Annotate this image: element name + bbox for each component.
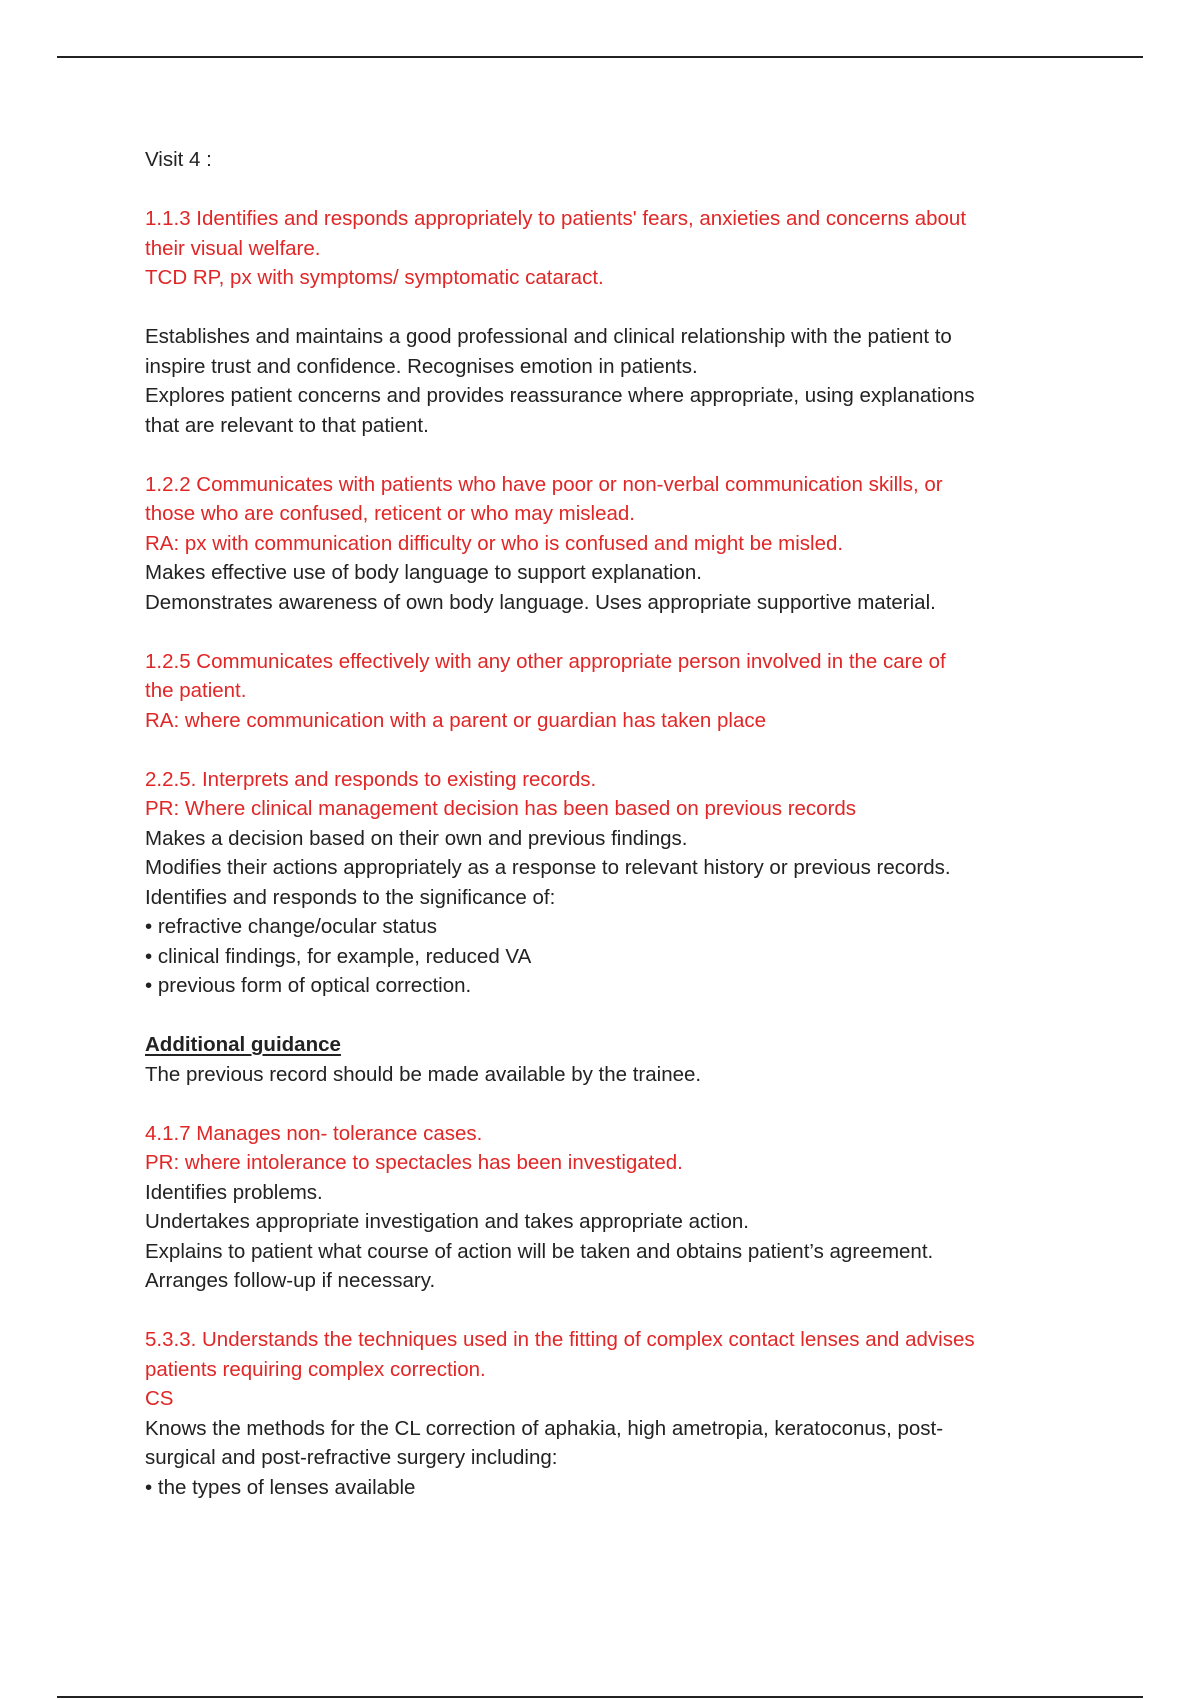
competency-body-line: that are relevant to that patient.: [145, 413, 429, 437]
section-1-2-2: [145, 470, 1055, 618]
competency-title-line: 1.1.3 Identifies and responds appropriately to patients' fears, anxieties and concerns about: [145, 207, 967, 230]
section-1-1-3: [145, 204, 1055, 440]
competency-title-line: those who are confused, reticent or who may mislead.: [145, 502, 635, 525]
competency-title-line: 1.2.5 Communicates effectively with any other appropriate person involved in the care of: [145, 649, 946, 673]
bullet-item: • previous form of optical correction.: [145, 974, 472, 997]
additional-guidance: [145, 1030, 1055, 1089]
competency-context: RA: px with communication difficulty or who is confused and might be misled.: [145, 531, 844, 555]
additional-guidance-heading: Additional guidance: [145, 1033, 341, 1056]
competency-body-line: Identifies and responds to the significance of:: [145, 885, 556, 909]
spacer: [145, 735, 1055, 765]
competency-title-line: the patient.: [145, 679, 247, 702]
competency-body-line: Identifies problems.: [145, 1180, 323, 1204]
section-4-1-7: [145, 1119, 1055, 1296]
bullet-item: • clinical findings, for example, reduced VA: [145, 944, 532, 968]
section-2-2-5: [145, 765, 1055, 1001]
competency-title-line: patients requiring complex correction.: [145, 1357, 486, 1381]
header-rule: [57, 56, 1143, 58]
competency-body-line: Explores patient concerns and provides reassurance where appropriate, using explanations: [145, 384, 975, 407]
section-5-3-3: [145, 1325, 1055, 1502]
spacer: [145, 1001, 1055, 1031]
competency-context: PR: Where clinical management decision has been based on previous records: [145, 797, 857, 820]
competency-body-line: Undertakes appropriate investigation and takes appropriate action.: [145, 1210, 749, 1233]
competency-context: PR: where intolerance to spectacles has been investigated.: [145, 1151, 683, 1174]
competency-title: 4.1.7 Manages non- tolerance cases.: [145, 1121, 483, 1145]
spacer: [145, 175, 1055, 205]
competency-title: 2.2.5. Interprets and responds to existing records.: [145, 767, 597, 791]
competency-context: CS: [145, 1387, 174, 1410]
competency-body-line: Makes effective use of body language to support explanation.: [145, 561, 702, 584]
competency-context: RA: where communication with a parent or guardian has taken place: [145, 708, 767, 732]
competency-body-line: Makes a decision based on their own and previous findings.: [145, 826, 688, 850]
spacer: [145, 1089, 1055, 1119]
bullet-item: • refractive change/ocular status: [145, 915, 438, 938]
bullet-item: • the types of lenses available: [145, 1475, 416, 1499]
spacer: [145, 440, 1055, 470]
competency-body-line: Modifies their actions appropriately as a response to relevant history or previous records.: [145, 856, 951, 879]
additional-guidance-text: The previous record should be made available by the trainee.: [145, 1062, 702, 1086]
section-1-2-5: [145, 647, 1055, 736]
spacer: [145, 293, 1055, 323]
spacer: [145, 617, 1055, 647]
competency-body-line: inspire trust and confidence. Recognises emotion in patients.: [145, 354, 698, 378]
document-body: [145, 145, 1055, 1502]
competency-body-line: Establishes and maintains a good professional and clinical relationship with the patient to: [145, 325, 952, 348]
competency-title-line: 1.2.2 Communicates with patients who have poor or non-verbal communication skills, or: [145, 472, 943, 496]
competency-body-line: Arranges follow-up if necessary.: [145, 1269, 436, 1292]
competency-body-line: Demonstrates awareness of own body language. Uses appropriate supportive material.: [145, 590, 936, 614]
competency-title-line: 5.3.3. Understands the techniques used in the fitting of complex contact lenses and advises: [145, 1328, 975, 1351]
footer-rule: [57, 1696, 1143, 1698]
competency-title-line: their visual welfare.: [145, 236, 321, 260]
competency-body-line: Knows the methods for the CL correction of aphakia, high ametropia, keratoconus, post-: [145, 1416, 944, 1440]
competency-context: TCD RP, px with symptoms/ symptomatic cataract.: [145, 266, 604, 289]
competency-body-line: surgical and post-refractive surgery including:: [145, 1446, 558, 1469]
competency-body-line: Explains to patient what course of action will be taken and obtains patient’s agreement.: [145, 1239, 934, 1263]
visit-title: Visit 4 :: [145, 148, 212, 171]
spacer: [145, 1296, 1055, 1326]
